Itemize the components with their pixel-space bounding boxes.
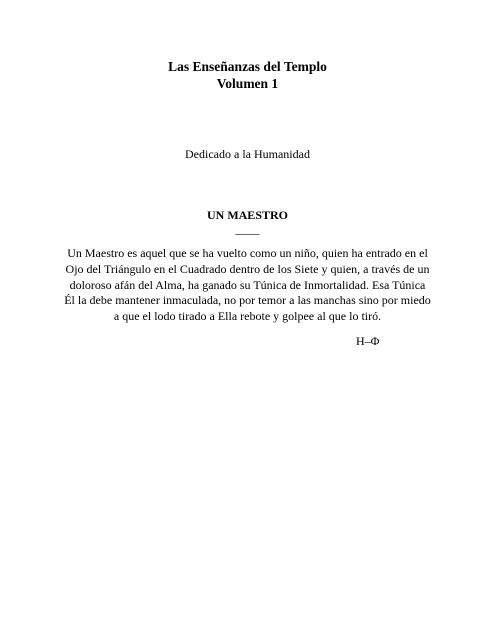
paragraph-line: doloroso afán del Alma, ha ganado su Túnica de Inmortalidad. Esa Túnica: [69, 277, 426, 292]
title-line-2: Volumen 1: [216, 76, 279, 91]
paragraph-line: Ojo del Triángulo en el Cuadrado dentro de los Siete y quien, a través de un: [65, 261, 430, 276]
paragraph-line: a que el lodo tirado a Ella rebote y golpee al que lo tiró.: [113, 309, 382, 324]
dedication-text: Dedicado a la Humanidad: [185, 147, 310, 161]
paragraph-line: Un Maestro es aquel que se ha vuelto como un niño, quien ha entrado en el: [67, 246, 428, 260]
section-heading: UN MAESTRO: [206, 208, 288, 222]
signature: H–Φ: [356, 334, 380, 348]
paragraph-line: Él la debe mantener inmaculada, no por temor a las manchas sino por miedo: [64, 293, 431, 308]
body-paragraph: [54, 246, 441, 325]
document-title: [0, 58, 495, 92]
section-rule: ____: [235, 222, 260, 236]
title-line-1: Las Enseñanzas del Templo: [168, 59, 327, 74]
